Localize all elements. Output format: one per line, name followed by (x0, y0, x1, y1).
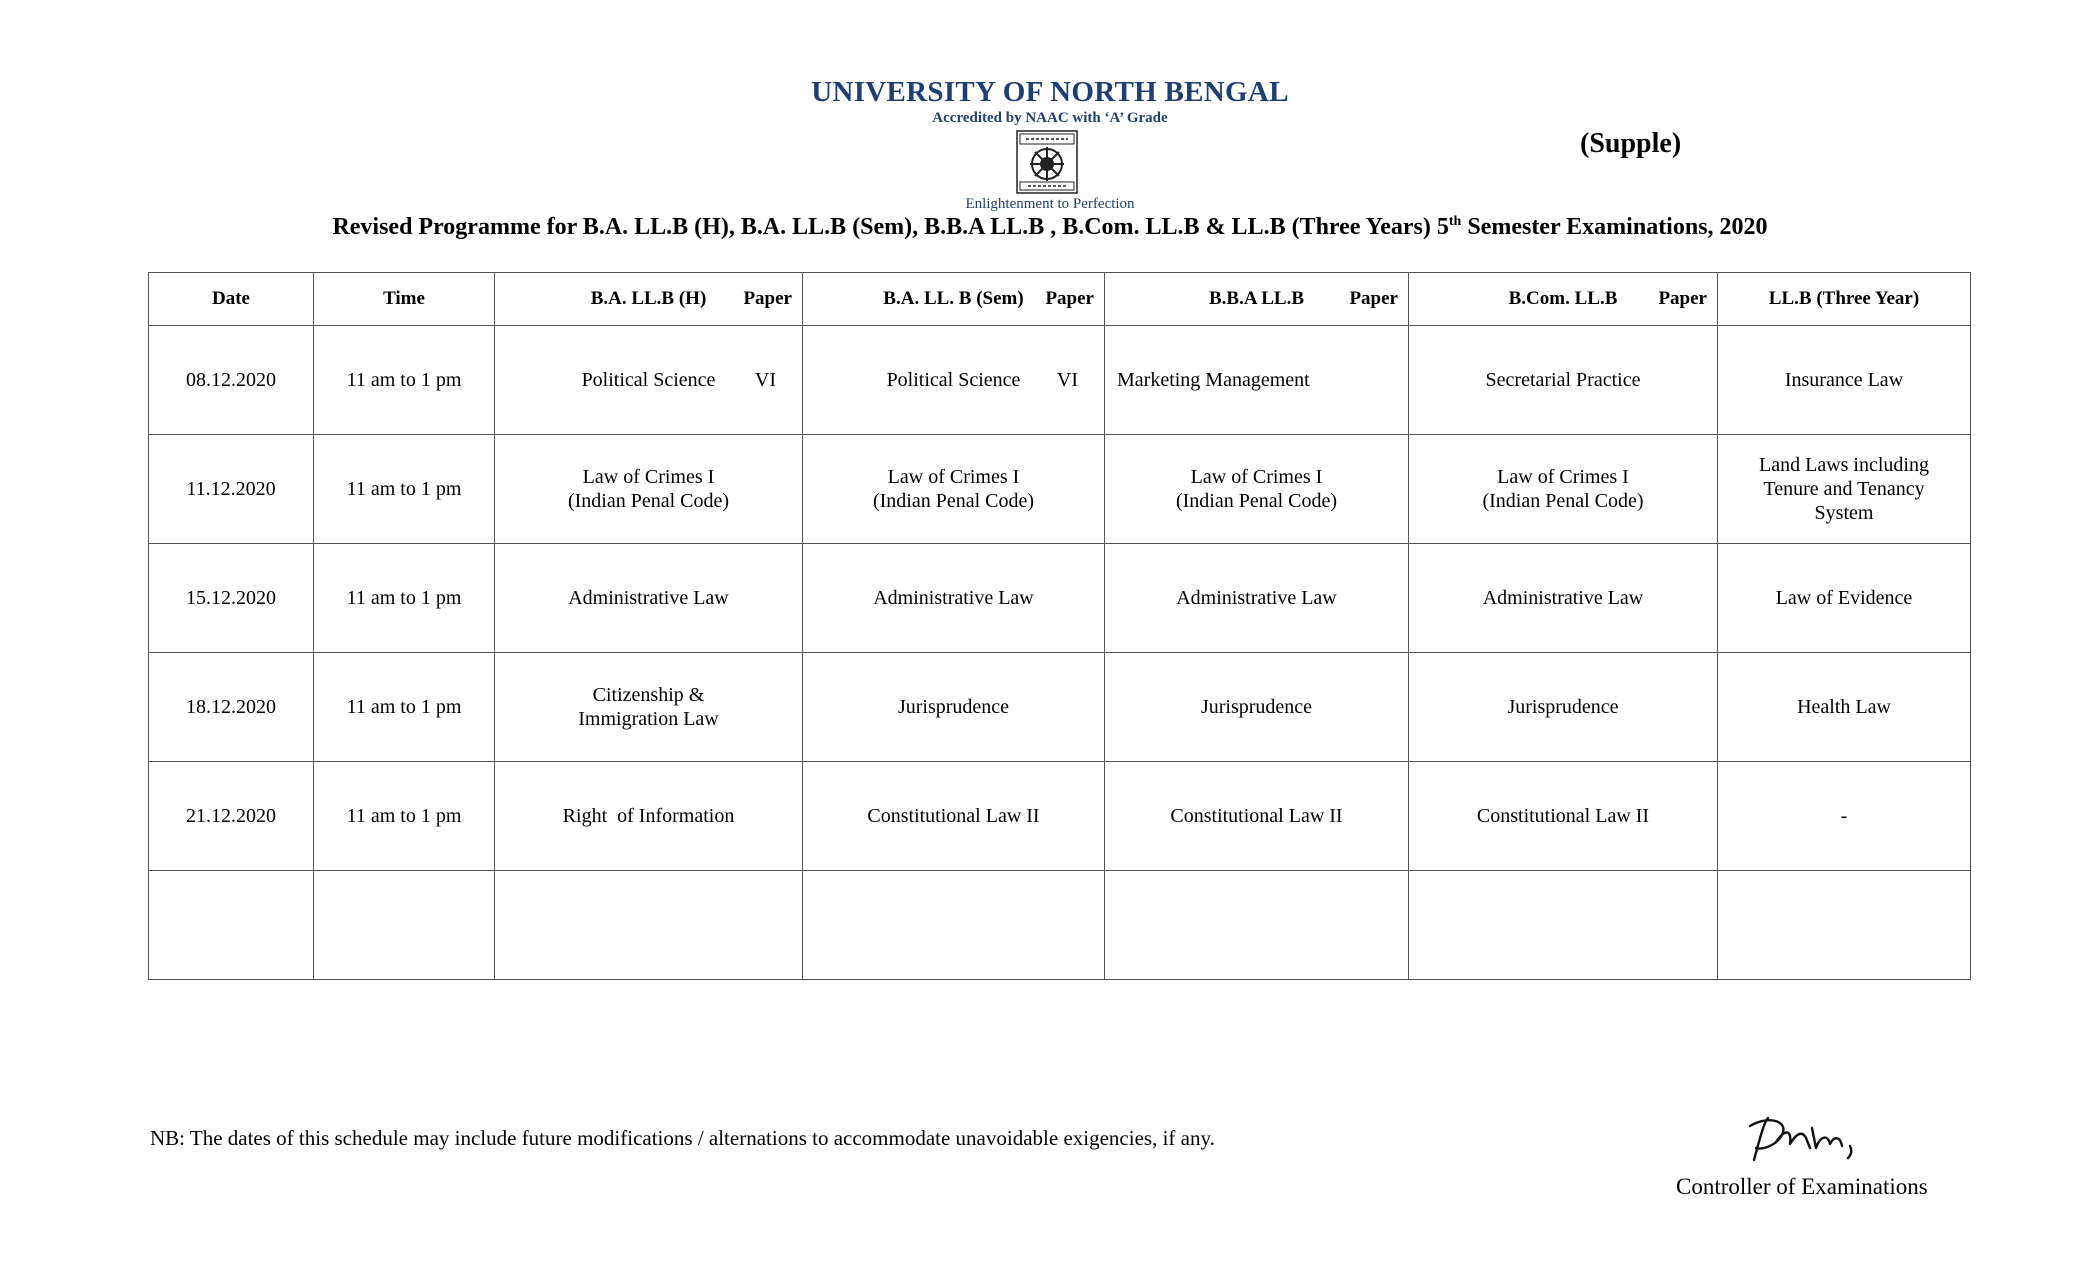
cell-empty (1718, 871, 1971, 980)
header-bballb-label: B.B.A LL.B (1208, 288, 1305, 309)
paper-number: VI (754, 369, 776, 391)
header-date-label: Date (212, 288, 250, 309)
header-paper-label: Paper (743, 288, 792, 309)
cell-ballb-sem: Jurisprudence (803, 653, 1105, 762)
subject-text-line2: (Indian Penal Code) (872, 490, 1035, 512)
subject-text-line2: (Indian Penal Code) (1175, 490, 1338, 512)
programme-title-main: Revised Programme for B.A. LL.B (H), B.A. LL.B (Sem), B.B.A LL.B , B.Com. LL.B & LL.B (Three Years) 5 (332, 214, 1449, 240)
programme-title-tail: Semester Examinations, 2020 (1461, 214, 1768, 240)
cell-empty (1409, 871, 1718, 980)
header-ballb-sem-label: B.A. LL. B (Sem) (883, 288, 1024, 309)
cell-ballb-h (495, 435, 803, 544)
cell-ballb-h (495, 653, 803, 762)
cell-llb-three-year: Insurance Law (1718, 326, 1971, 435)
paper-number: VI (1056, 369, 1078, 391)
supple-label: (Supple) (1580, 128, 1682, 159)
cell-empty (1105, 871, 1409, 980)
cell-date: 08.12.2020 (149, 326, 314, 435)
cell-bballb: Marketing Management (1105, 326, 1409, 435)
header-bcomllb-label: B.Com. LL.B (1508, 288, 1618, 309)
subject-text: Political Science (581, 369, 716, 391)
cell-bballb (1105, 435, 1409, 544)
cell-bcomllb: Administrative Law (1409, 544, 1718, 653)
header-paper-label: Paper (1045, 288, 1094, 309)
cell-ballb-sem: Administrative Law (803, 544, 1105, 653)
cell-empty (149, 871, 314, 980)
cell-bballb: Constitutional Law II (1105, 762, 1409, 871)
subject-text: Law of Crimes I (1190, 466, 1323, 488)
cell-llb-three-year: Health Law (1718, 653, 1971, 762)
signatory-title: Controller of Examinations (1676, 1174, 1928, 1199)
table-row (149, 544, 1971, 653)
subject-text-line2: Immigration Law (578, 708, 719, 730)
subject-text-line2: Tenure and Tenancy (1763, 478, 1925, 500)
cell-llb-three-year (1718, 435, 1971, 544)
subject-text-line3: System (1814, 502, 1874, 524)
cell-llb-three-year: - (1718, 762, 1971, 871)
handwritten-signature-icon (1740, 1108, 1890, 1168)
cell-time: 11 am to 1 pm (314, 435, 495, 544)
header-time-label: Time (383, 288, 425, 309)
subject-text: Law of Crimes I (887, 466, 1020, 488)
header-bcomllb (1409, 273, 1718, 326)
cell-date: 11.12.2020 (149, 435, 314, 544)
subject-text: Citizenship & (592, 684, 705, 706)
programme-title (0, 214, 2100, 241)
subject-text: Land Laws including (1759, 454, 1929, 476)
university-seal-icon (1016, 130, 1078, 194)
header-date (149, 273, 314, 326)
header-llb-three-year (1718, 273, 1971, 326)
subject-text: Law of Crimes I (1497, 466, 1629, 488)
header-ballb-h-label: B.A. LL.B (H) (590, 288, 707, 309)
cell-llb-three-year: Law of Evidence (1718, 544, 1971, 653)
university-name: UNIVERSITY OF NORTH BENGAL (811, 76, 1289, 108)
table-row (149, 435, 1971, 544)
subject-text: Law of Crimes I (582, 466, 715, 488)
header-paper-label: Paper (1349, 288, 1398, 309)
subject-text-line2: (Indian Penal Code) (567, 490, 730, 512)
table-row-empty (149, 871, 1971, 980)
cell-ballb-sem (803, 326, 1105, 435)
table-row (149, 326, 1971, 435)
exam-schedule-table (148, 272, 1971, 980)
header-time (314, 273, 495, 326)
cell-bballb: Jurisprudence (1105, 653, 1409, 762)
table-row (149, 762, 1971, 871)
cell-bcomllb: Secretarial Practice (1409, 326, 1718, 435)
cell-time: 11 am to 1 pm (314, 653, 495, 762)
cell-bballb: Administrative Law (1105, 544, 1409, 653)
programme-title-superscript: th (1448, 214, 1462, 229)
cell-time: 11 am to 1 pm (314, 326, 495, 435)
cell-empty (495, 871, 803, 980)
table-row (149, 653, 1971, 762)
subject-text-line2: (Indian Penal Code) (1482, 490, 1644, 512)
header-paper-label: Paper (1658, 288, 1707, 309)
table-header-row (149, 273, 1971, 326)
cell-empty (803, 871, 1105, 980)
subject-text: Political Science (886, 369, 1021, 391)
cell-ballb-h (495, 326, 803, 435)
cell-ballb-sem (803, 435, 1105, 544)
header-ballb-sem (803, 273, 1105, 326)
header-ballb-h (495, 273, 803, 326)
cell-time: 11 am to 1 pm (314, 544, 495, 653)
cell-ballb-h: Administrative Law (495, 544, 803, 653)
cell-empty (314, 871, 495, 980)
header-llb-three-year-label: LL.B (Three Year) (1768, 288, 1920, 309)
cell-ballb-h: Right of Information (495, 762, 803, 871)
cell-bcomllb (1409, 435, 1718, 544)
cell-date: 15.12.2020 (149, 544, 314, 653)
accreditation-text: Accredited by NAAC with ‘A’ Grade (932, 110, 1168, 126)
cell-time: 11 am to 1 pm (314, 762, 495, 871)
cell-date: 18.12.2020 (149, 653, 314, 762)
university-motto: Enlightenment to Perfection (965, 196, 1135, 212)
header-bballb (1105, 273, 1409, 326)
cell-date: 21.12.2020 (149, 762, 314, 871)
cell-bcomllb: Constitutional Law II (1409, 762, 1718, 871)
cell-ballb-sem: Constitutional Law II (803, 762, 1105, 871)
nb-note: NB: The dates of this schedule may include future modifications / alternations to accommodate unavoidable exigencies, if any. (150, 1126, 1215, 1150)
cell-bcomllb: Jurisprudence (1409, 653, 1718, 762)
